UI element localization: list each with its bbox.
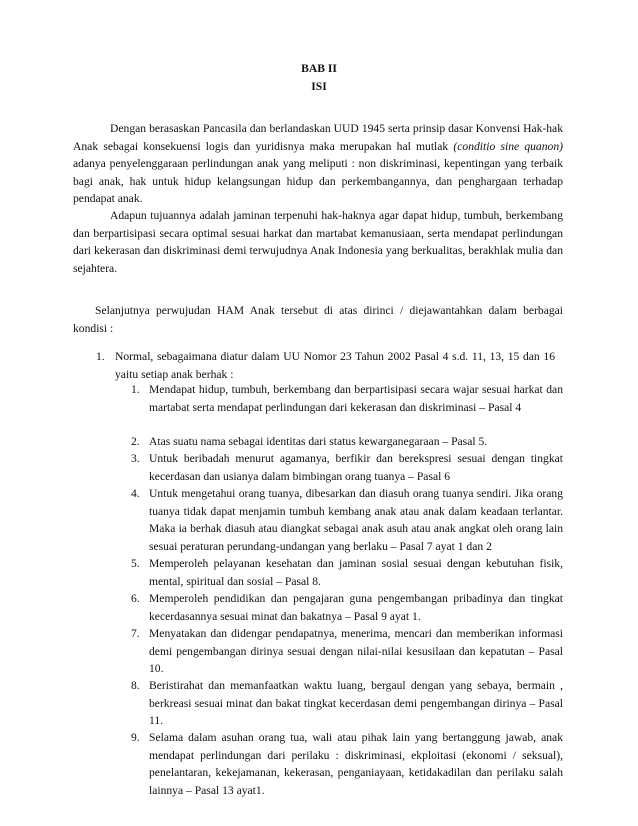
- list-item-number: 8.: [131, 679, 140, 692]
- list-item-number: 2.: [131, 435, 140, 448]
- paragraph-1: [73, 120, 563, 208]
- list-item-number: 5.: [131, 557, 140, 570]
- list-item-number: 7.: [131, 627, 140, 640]
- list-item-number: 4.: [131, 487, 140, 500]
- chapter-heading: BAB II: [301, 62, 337, 75]
- list-item: Memperoleh pelayanan kesehatan dan jaminan sosial sesuai dengan kebutuhan fisik, mental, spiritual dan sosial – Pasal 8.: [149, 557, 563, 588]
- list-item: Mendapat hidup, tumbuh, berkembang dan berpartisipasi secara wajar sesuai harkat dan martabat serta mendapat perlindungan dari kekerasan dan diskriminasi – Pasal 4: [149, 383, 563, 414]
- list-item-number: 6.: [131, 592, 140, 605]
- list-item-number: 1.: [131, 383, 140, 396]
- list-item: Menyatakan dan didengar pendapatnya, menerima, mencari dan memberikan informasi demi pengembangan dirinya sesuai dengan nilai-nilai kesusilaan dan kepatutan – Pasal 10.: [149, 627, 563, 675]
- list-item: Selama dalam asuhan orang tua, wali atau pihak lain yang bertanggung jawab, anak mendapat perlindungan dari perilaku : diskriminasi, ekploitasi (ekonomi / seksual), penelantaran, kekejamanan, kekerasan, penganiayaan, ketidakadilan dan perilaku salah lainnya – Pasal 13 ayat1.: [149, 731, 563, 797]
- paragraph-1-italic: (conditio sine quanon): [453, 139, 563, 153]
- list-1-number: 1.: [96, 350, 105, 363]
- list-item: Untuk mengetahui orang tuanya, dibesarkan dan diasuh orang tuanya sendiri. Jika orang tuanya tidak dapat menjamin tumbuh kembang anak atau anak dalam keadaan terlantar. Maka ia berhak diasuh atau diangkat sebagai anak asuh atau anak angkat oleh orang lain sesuai peraturan perundang-undangan yang berlaku – Pasal 7 ayat 1 dan 2: [149, 487, 563, 553]
- paragraph-2: Adapun tujuannya adalah jaminan terpenuhi hak-haknya agar dapat hidup, tumbuh, berkembang dan berpartisipasi secara optimal sesuai harkat dan martabat kemanusiaan, serta mendapat perlindungan dari kekerasan dan diskriminasi demi terwujudnya Anak Indonesia yang berkualitas, berakhlak mulia dan sejahtera.: [73, 209, 563, 275]
- chapter-subheading: ISI: [311, 80, 327, 93]
- paragraph-1-text-b: adanya penyelenggaraan perlindungan anak yang meliputi : non diskriminasi, kepentingan yang terbaik bagi anak, hak untuk hidup kelangsungan hidup dan perkembangannya, dan penghargaan terhadap pendapat anak.: [73, 157, 563, 205]
- paragraph-3: Selanjutnya perwujudan HAM Anak tersebut di atas dirinci / diejawantahkan dalam berbagai kondisi :: [73, 304, 563, 335]
- list-item: Atas suatu nama sebagai identitas dari status kewarganegaraan – Pasal 5.: [149, 435, 488, 448]
- list-item-number: 3.: [131, 452, 140, 465]
- list-1-text: Normal, sebagaimana diatur dalam UU Nomor 23 Tahun 2002 Pasal 4 s.d. 11, 13, 15 dan 16 yaitu setiap anak berhak :: [115, 350, 555, 381]
- list-item-number: 9.: [131, 731, 140, 744]
- paragraph-1-text-a: Dengan berasaskan Pancasila dan berlandaskan UUD 1945 serta prinsip dasar Konvensi Hak-hak Anak sebagai konsekuensi logis dan yuridisnya maka merupakan hal mutlak: [73, 122, 563, 153]
- list-item: Beristirahat dan memanfaatkan waktu luang, bergaul dengan yang sebaya, bermain , berkreasi sesuai minat dan bakat tingkat kecerdasan demi pengembangan dirinya – Pasal 11.: [149, 679, 563, 727]
- list-item: Memperoleh pendidikan dan pengajaran guna pengembangan pribadinya dan tingkat kecerdasannya sesuai minat dan bakatnya – Pasal 9 ayat 1.: [149, 592, 563, 623]
- list-item: Untuk beribadah menurut agamanya, berfikir dan berekspresi sesuai dengan tingkat kecerdasan dan usianya dalam bimbingan orang tuanya – Pasal 6: [149, 452, 563, 483]
